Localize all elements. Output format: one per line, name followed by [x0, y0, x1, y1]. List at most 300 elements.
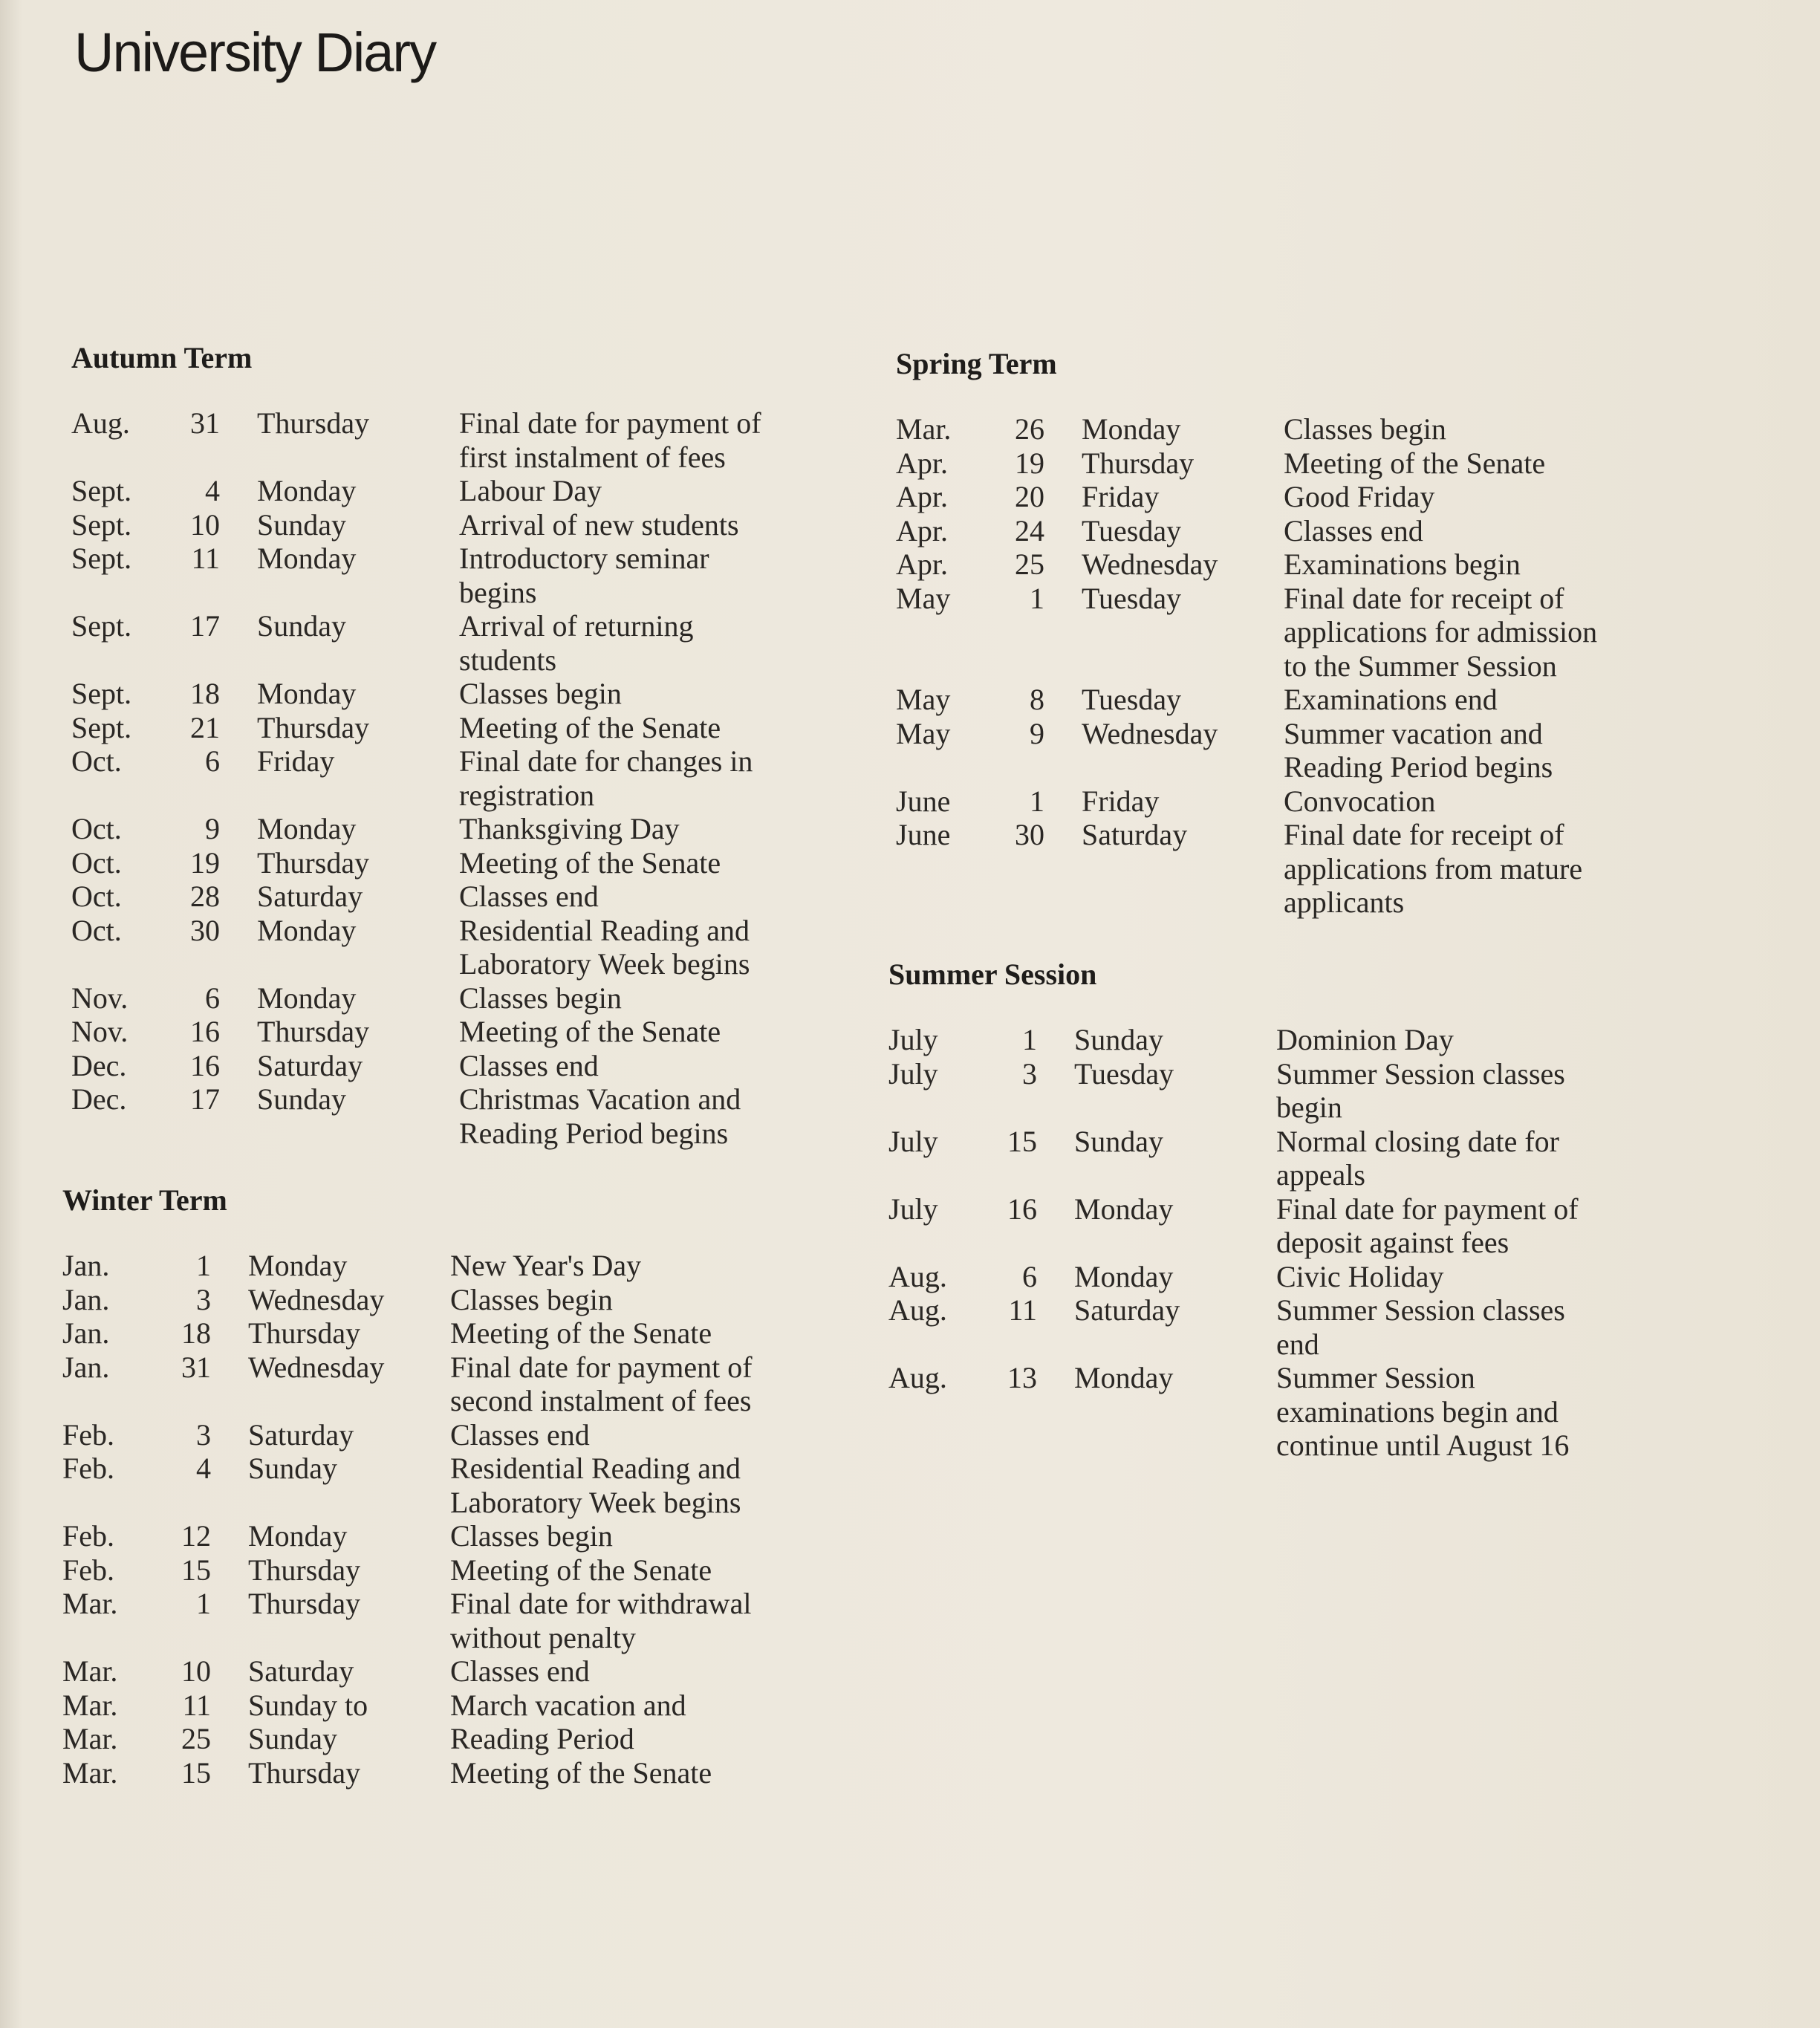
- diary-month: Mar.: [62, 1722, 118, 1755]
- diary-row: [888, 1361, 1663, 1463]
- diary-day: 11: [191, 542, 220, 575]
- event-line: Classes end: [459, 880, 599, 913]
- diary-row: [62, 1452, 799, 1519]
- diary-weekday: Saturday: [257, 880, 363, 913]
- diary-event: [459, 542, 808, 609]
- event-line: Residential Reading and: [450, 1452, 741, 1485]
- diary-month: Mar.: [896, 412, 952, 446]
- diary-event: [1276, 1260, 1663, 1294]
- event-line: students: [459, 643, 557, 677]
- diary-row: [896, 784, 1670, 819]
- event-line: deposit against fees: [1276, 1226, 1509, 1259]
- event-line: Convocation: [1284, 784, 1436, 818]
- diary-row: [888, 1125, 1663, 1192]
- diary-event: [450, 1351, 799, 1418]
- diary-month: May: [896, 581, 951, 615]
- event-line: continue until August 16: [1276, 1429, 1570, 1462]
- diary-month: Nov.: [71, 1015, 129, 1048]
- event-line: examinations begin and: [1276, 1394, 1559, 1429]
- diary-row: [62, 1587, 799, 1654]
- diary-day: 16: [190, 1048, 220, 1082]
- event-line: Summer vacation and: [1284, 716, 1543, 750]
- diary-day: 16: [190, 1015, 220, 1048]
- diary-event: [1276, 1023, 1663, 1057]
- diary-event: [1284, 480, 1670, 514]
- diary-day: 11: [1008, 1293, 1037, 1327]
- diary-list: [71, 406, 808, 1150]
- event-line: Arrival of new students: [459, 507, 739, 542]
- event-line: Introductory seminar: [459, 542, 709, 575]
- event-line: Classes end: [1284, 513, 1423, 547]
- diary-event: [450, 1418, 799, 1452]
- event-line: Final date for payment of: [1276, 1192, 1579, 1226]
- event-line: Arrival of returning: [459, 609, 694, 643]
- diary-event: [1284, 717, 1670, 784]
- diary-list: [62, 1249, 799, 1790]
- diary-weekday: Tuesday: [1074, 1056, 1174, 1091]
- section-heading: Spring Term: [896, 347, 1057, 380]
- diary-row: [62, 1689, 799, 1723]
- diary-event: [450, 1316, 799, 1351]
- diary-day: 19: [1015, 446, 1044, 480]
- diary-row: [896, 480, 1670, 514]
- event-line: Meeting of the Senate: [459, 845, 721, 880]
- diary-row: [896, 717, 1670, 784]
- diary-month: Dec.: [71, 1048, 127, 1082]
- diary-weekday: Thursday: [257, 845, 370, 880]
- event-line: to the Summer Session: [1284, 649, 1557, 683]
- diary-month: Feb.: [62, 1452, 114, 1485]
- event-line: Final date for payment of: [450, 1350, 753, 1384]
- diary-month: July: [888, 1192, 938, 1226]
- diary-month: Apr.: [896, 446, 948, 480]
- diary-day: 12: [181, 1519, 211, 1553]
- diary-month: Mar.: [62, 1755, 118, 1790]
- diary-day: 10: [181, 1654, 211, 1688]
- diary-month: June: [896, 784, 951, 818]
- event-line: Meeting of the Senate: [450, 1755, 712, 1790]
- diary-row: [896, 818, 1670, 920]
- diary-row: [62, 1418, 799, 1452]
- diary-weekday: Thursday: [248, 1553, 361, 1587]
- event-line: Reading Period: [450, 1722, 634, 1755]
- diary-weekday: Thursday: [257, 406, 370, 440]
- diary-day: 31: [190, 406, 220, 440]
- diary-event: [1284, 514, 1670, 548]
- event-line: Classes begin: [459, 677, 622, 710]
- diary-event: [459, 1015, 808, 1049]
- diary-event: [1276, 1361, 1663, 1463]
- diary-event: [450, 1519, 799, 1553]
- diary-day: 9: [205, 812, 220, 845]
- diary-weekday: Sunday: [1074, 1023, 1163, 1056]
- diary-day: 15: [181, 1755, 211, 1790]
- diary-month: Dec.: [71, 1082, 127, 1116]
- diary-day: 1: [1030, 581, 1044, 615]
- event-line: appeals: [1276, 1158, 1365, 1192]
- diary-weekday: Monday: [1074, 1259, 1174, 1293]
- diary-event: [459, 744, 808, 812]
- diary-event: [459, 981, 808, 1015]
- diary-weekday: Sunday: [1074, 1124, 1163, 1158]
- diary-weekday: Monday: [257, 474, 357, 507]
- diary-row: [71, 677, 808, 711]
- diary-day: 1: [196, 1587, 211, 1620]
- diary-month: July: [888, 1124, 938, 1158]
- diary-month: Mar.: [62, 1587, 118, 1620]
- diary-row: [71, 508, 808, 542]
- diary-weekday: Wednesday: [248, 1282, 385, 1316]
- diary-month: May: [896, 683, 951, 716]
- event-line: Classes end: [450, 1417, 590, 1452]
- diary-event: [1284, 412, 1670, 446]
- diary-event: [1284, 582, 1670, 683]
- diary-weekday: Sunday: [248, 1722, 337, 1755]
- event-line: Residential Reading and: [459, 913, 750, 947]
- diary-month: Jan.: [62, 1316, 110, 1350]
- diary-day: 18: [181, 1316, 211, 1350]
- diary-event: [450, 1654, 799, 1689]
- event-line: Dominion Day: [1276, 1023, 1454, 1056]
- event-line: applications for admission: [1284, 615, 1598, 649]
- diary-row: [888, 1057, 1663, 1125]
- diary-day: 15: [181, 1553, 211, 1587]
- diary-month: Feb.: [62, 1417, 114, 1452]
- diary-month: Apr.: [896, 513, 948, 547]
- diary-day: 20: [1015, 480, 1044, 513]
- diary-event: [459, 711, 808, 745]
- event-line: Good Friday: [1284, 480, 1435, 513]
- diary-row: [896, 683, 1670, 717]
- diary-event: [459, 812, 808, 846]
- diary-event: [1284, 547, 1670, 582]
- section-heading: Summer Session: [888, 958, 1097, 991]
- diary-day: 6: [205, 744, 220, 778]
- diary-row: [62, 1316, 799, 1351]
- section-autumn-term: [71, 340, 808, 1150]
- event-line: Meeting of the Senate: [1284, 446, 1546, 480]
- diary-day: 24: [1015, 513, 1044, 547]
- section-summer-session: [888, 957, 1663, 1463]
- event-line: Normal closing date for: [1276, 1124, 1559, 1158]
- diary-weekday: Tuesday: [1082, 513, 1182, 547]
- diary-weekday: Friday: [1082, 480, 1160, 513]
- diary-weekday: Saturday: [1074, 1293, 1180, 1327]
- diary-event: [450, 1587, 799, 1654]
- diary-day: 16: [1007, 1192, 1037, 1226]
- event-line: Final date for receipt of: [1284, 818, 1564, 851]
- diary-month: Mar.: [62, 1654, 118, 1688]
- diary-weekday: Wednesday: [1082, 716, 1218, 750]
- diary-month: July: [888, 1023, 938, 1056]
- diary-weekday: Wednesday: [248, 1350, 385, 1384]
- event-line: Summer Session classes: [1276, 1293, 1565, 1327]
- diary-weekday: Monday: [1074, 1192, 1174, 1226]
- diary-event: [459, 846, 808, 880]
- diary-row: [71, 1082, 808, 1150]
- event-line: Classes end: [459, 1048, 599, 1082]
- diary-month: Apr.: [896, 480, 948, 513]
- diary-weekday: Sunday: [248, 1452, 337, 1485]
- diary-day: 6: [205, 981, 220, 1015]
- event-line: Final date for payment of: [459, 406, 761, 440]
- diary-day: 4: [196, 1452, 211, 1485]
- diary-row: [71, 1015, 808, 1049]
- event-line: Classes begin: [459, 981, 622, 1015]
- diary-weekday: Thursday: [248, 1316, 361, 1350]
- diary-event: [1276, 1293, 1663, 1361]
- diary-row: [62, 1722, 799, 1756]
- diary-weekday: Monday: [257, 913, 357, 947]
- diary-day: 17: [190, 609, 220, 643]
- event-line: Meeting of the Senate: [450, 1553, 712, 1587]
- diary-row: [71, 474, 808, 508]
- diary-event: [450, 1756, 799, 1790]
- event-line: Summer Session: [1276, 1361, 1475, 1394]
- event-line: first instalment of fees: [459, 440, 726, 474]
- diary-month: Sept.: [71, 507, 132, 542]
- diary-month: Oct.: [71, 812, 122, 845]
- diary-day: 4: [205, 474, 220, 507]
- diary-day: 3: [196, 1282, 211, 1316]
- diary-row: [888, 1023, 1663, 1057]
- diary-row: [71, 812, 808, 846]
- diary-list: [888, 1023, 1663, 1463]
- diary-row: [62, 1351, 799, 1418]
- diary-row: [71, 914, 808, 981]
- event-line: Meeting of the Senate: [450, 1316, 712, 1350]
- diary-day: 30: [1015, 818, 1044, 851]
- event-line: Reading Period begins: [1284, 750, 1553, 784]
- diary-day: 3: [1022, 1056, 1037, 1091]
- diary-event: [1276, 1057, 1663, 1125]
- event-line: begins: [459, 575, 537, 609]
- event-line: without penalty: [450, 1620, 636, 1654]
- diary-weekday: Sunday to: [248, 1688, 368, 1722]
- diary-event: [450, 1249, 799, 1283]
- diary-row: [71, 880, 808, 914]
- diary-row: [62, 1553, 799, 1587]
- diary-day: 17: [190, 1082, 220, 1116]
- event-line: Final date for receipt of: [1284, 581, 1564, 615]
- diary-event: [1276, 1192, 1663, 1260]
- diary-row: [888, 1260, 1663, 1294]
- diary-month: Sept.: [71, 677, 132, 710]
- diary-row: [896, 412, 1670, 446]
- diary-month: Aug.: [888, 1293, 947, 1327]
- diary-event: [1284, 818, 1670, 920]
- diary-day: 1: [1030, 784, 1044, 818]
- diary-weekday: Monday: [257, 812, 357, 845]
- diary-list: [896, 412, 1670, 920]
- diary-day: 10: [190, 507, 220, 542]
- diary-row: [62, 1249, 799, 1283]
- diary-day: 30: [190, 913, 220, 947]
- event-line: Laboratory Week begins: [459, 947, 750, 981]
- event-line: Reading Period begins: [459, 1116, 729, 1150]
- diary-weekday: Monday: [248, 1249, 348, 1282]
- diary-weekday: Monday: [1082, 412, 1181, 446]
- diary-day: 25: [181, 1722, 211, 1755]
- diary-month: Oct.: [71, 913, 122, 947]
- diary-day: 6: [1022, 1259, 1037, 1293]
- section-heading: Winter Term: [62, 1183, 227, 1217]
- diary-weekday: Thursday: [257, 1015, 370, 1048]
- diary-event: [450, 1722, 799, 1756]
- diary-event: [459, 474, 808, 508]
- diary-month: May: [896, 716, 951, 750]
- section-heading: Autumn Term: [71, 341, 253, 374]
- diary-weekday: Friday: [257, 744, 335, 778]
- diary-month: Sept.: [71, 474, 132, 507]
- diary-weekday: Monday: [257, 542, 357, 575]
- event-line: New Year's Day: [450, 1249, 642, 1282]
- event-line: Examinations end: [1284, 683, 1498, 716]
- diary-weekday: Tuesday: [1082, 683, 1182, 716]
- diary-weekday: Sunday: [257, 609, 346, 643]
- diary-day: 18: [190, 677, 220, 710]
- diary-month: Sept.: [71, 710, 132, 744]
- diary-weekday: Saturday: [1082, 818, 1188, 851]
- event-line: Labour Day: [459, 474, 602, 507]
- diary-weekday: Tuesday: [1082, 581, 1182, 615]
- diary-row: [896, 582, 1670, 683]
- diary-event: [459, 880, 808, 914]
- diary-row: [62, 1654, 799, 1689]
- diary-month: Sept.: [71, 542, 132, 575]
- diary-event: [459, 609, 808, 677]
- diary-row: [71, 981, 808, 1015]
- diary-event: [459, 1082, 808, 1150]
- diary-day: 26: [1015, 412, 1044, 446]
- diary-row: [71, 744, 808, 812]
- event-line: Classes begin: [450, 1519, 613, 1553]
- diary-day: 11: [182, 1688, 211, 1722]
- diary-row: [62, 1519, 799, 1553]
- event-line: Classes end: [450, 1654, 590, 1688]
- diary-event: [459, 1049, 808, 1083]
- event-line: Final date for withdrawal: [450, 1587, 752, 1620]
- diary-event: [459, 677, 808, 711]
- event-line: Examinations begin: [1284, 547, 1521, 581]
- event-line: Thanksgiving Day: [459, 812, 680, 845]
- diary-day: 13: [1007, 1361, 1037, 1394]
- diary-month: July: [888, 1056, 938, 1091]
- diary-day: 19: [190, 845, 220, 880]
- diary-row: [71, 542, 808, 609]
- diary-row: [888, 1293, 1663, 1361]
- diary-weekday: Monday: [248, 1519, 348, 1553]
- event-line: applicants: [1284, 885, 1405, 919]
- event-line: second instalment of fees: [450, 1384, 752, 1417]
- event-line: Christmas Vacation and: [459, 1082, 741, 1116]
- diary-weekday: Saturday: [248, 1417, 354, 1452]
- diary-month: Aug.: [71, 406, 130, 440]
- event-line: Final date for changes in: [459, 744, 753, 778]
- diary-event: [459, 406, 808, 474]
- diary-weekday: Monday: [257, 677, 357, 710]
- event-line: Classes begin: [1284, 412, 1446, 446]
- diary-month: Feb.: [62, 1553, 114, 1587]
- section-spring-term: [896, 346, 1670, 920]
- diary-event: [459, 508, 808, 542]
- event-line: registration: [459, 778, 595, 812]
- diary-weekday: Sunday: [257, 1082, 346, 1116]
- diary-day: 15: [1007, 1124, 1037, 1158]
- diary-month: Sept.: [71, 609, 132, 643]
- diary-month: Nov.: [71, 981, 129, 1015]
- diary-weekday: Monday: [257, 981, 357, 1015]
- diary-weekday: Thursday: [248, 1755, 361, 1790]
- diary-month: Aug.: [888, 1361, 947, 1394]
- event-line: Summer Session classes: [1276, 1056, 1565, 1091]
- diary-day: 25: [1015, 547, 1044, 581]
- diary-event: [1284, 784, 1670, 819]
- diary-day: 28: [190, 880, 220, 913]
- diary-row: [71, 609, 808, 677]
- diary-weekday: Thursday: [257, 710, 370, 744]
- diary-event: [459, 914, 808, 981]
- diary-weekday: Wednesday: [1082, 547, 1218, 581]
- diary-day: 1: [196, 1249, 211, 1282]
- diary-month: Oct.: [71, 744, 122, 778]
- diary-event: [1276, 1125, 1663, 1192]
- diary-month: June: [896, 818, 951, 851]
- diary-row: [71, 1049, 808, 1083]
- diary-event: [450, 1689, 799, 1723]
- diary-weekday: Friday: [1082, 784, 1160, 818]
- diary-row: [71, 846, 808, 880]
- event-line: begin: [1276, 1091, 1342, 1124]
- diary-weekday: Thursday: [1082, 446, 1195, 480]
- diary-weekday: Thursday: [248, 1587, 361, 1620]
- diary-day: 8: [1030, 683, 1044, 716]
- diary-day: 9: [1030, 716, 1044, 750]
- event-line: March vacation and: [450, 1688, 686, 1722]
- diary-row: [896, 446, 1670, 481]
- diary-weekday: Saturday: [248, 1654, 354, 1688]
- diary-month: Apr.: [896, 547, 948, 581]
- diary-month: Oct.: [71, 880, 122, 913]
- diary-row: [888, 1192, 1663, 1260]
- diary-row: [71, 711, 808, 745]
- diary-event: [1284, 446, 1670, 481]
- event-line: Meeting of the Senate: [459, 710, 721, 744]
- diary-row: [62, 1756, 799, 1790]
- event-line: end: [1276, 1327, 1319, 1361]
- diary-row: [62, 1283, 799, 1317]
- diary-weekday: Monday: [1074, 1361, 1174, 1394]
- diary-event: [450, 1553, 799, 1587]
- diary-weekday: Sunday: [257, 507, 346, 542]
- diary-event: [450, 1283, 799, 1317]
- diary-month: Jan.: [62, 1282, 110, 1316]
- diary-day: 1: [1022, 1023, 1037, 1056]
- diary-month: Aug.: [888, 1259, 947, 1293]
- diary-row: [896, 547, 1670, 582]
- diary-row: [71, 406, 808, 474]
- event-line: Civic Holiday: [1276, 1259, 1444, 1293]
- diary-day: 31: [181, 1350, 211, 1384]
- diary-row: [896, 514, 1670, 548]
- diary-day: 21: [190, 710, 220, 744]
- diary-event: [1284, 683, 1670, 717]
- diary-event: [450, 1452, 799, 1519]
- event-line: Meeting of the Senate: [459, 1015, 721, 1048]
- event-line: applications from mature: [1284, 851, 1583, 885]
- diary-month: Jan.: [62, 1249, 110, 1282]
- diary-month: Jan.: [62, 1350, 110, 1384]
